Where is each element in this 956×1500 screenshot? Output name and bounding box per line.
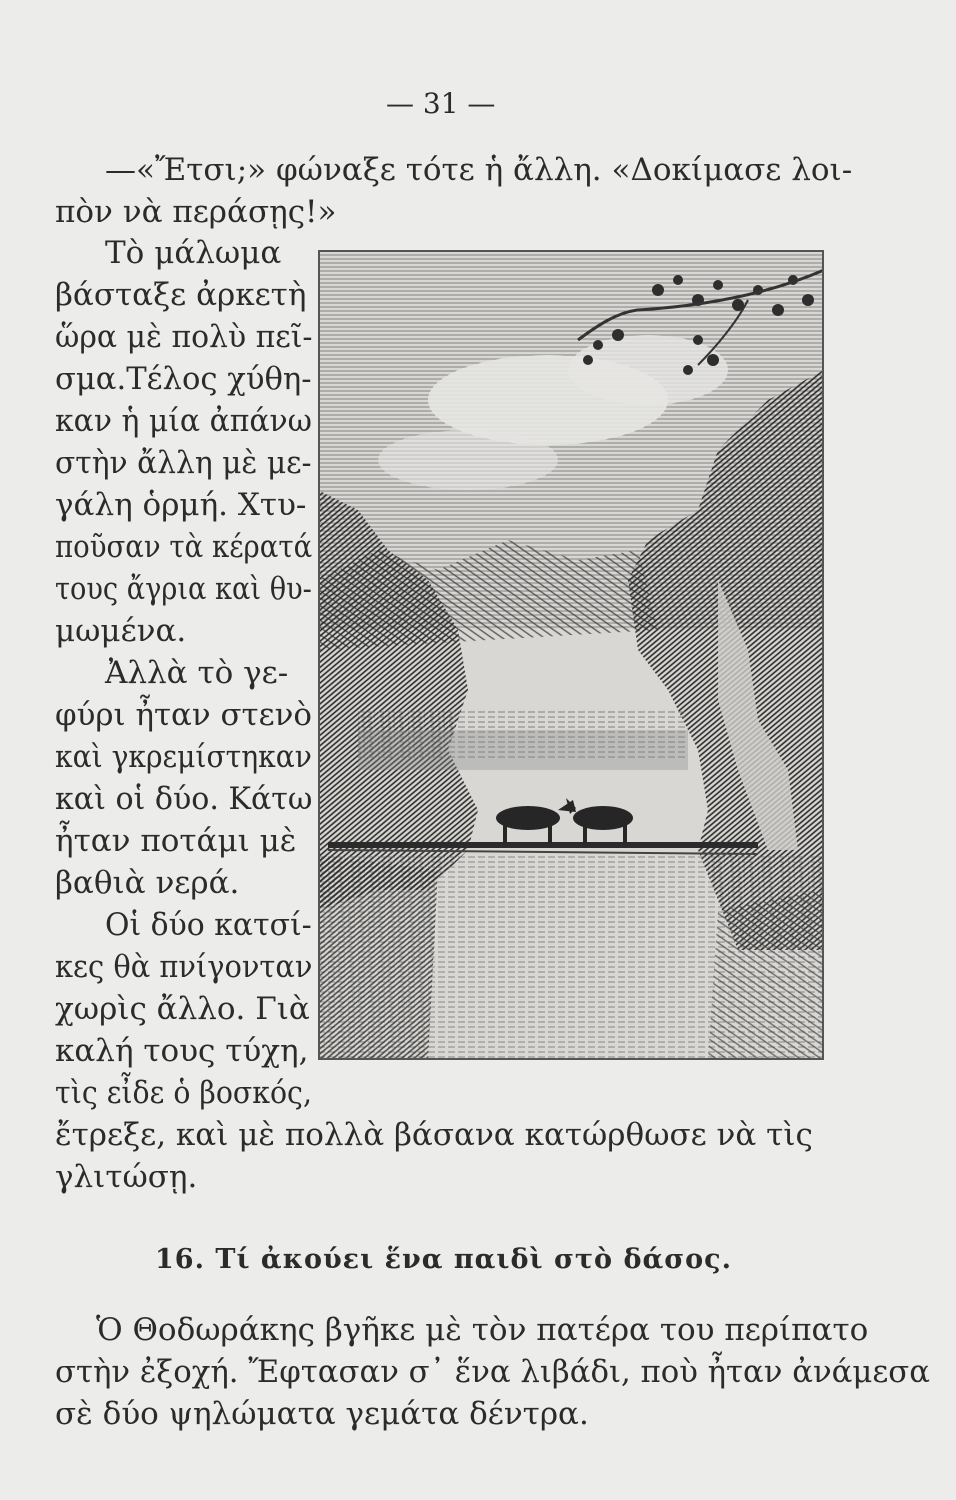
text-line: ὥρα μὲ πολὺ πεῖ- xyxy=(55,319,313,355)
text-line: γλιτώσῃ. xyxy=(55,1159,198,1195)
text-line: γάλη ὁρμή. Χτυ- xyxy=(55,487,307,523)
text-line: στὴν ἄλλη μὲ με- xyxy=(55,445,312,481)
text-line: Τὸ μάλωμα xyxy=(105,235,282,271)
text-line: ποῦσαν τὰ κέρατά xyxy=(55,529,313,565)
text-line: βαθιὰ νερά. xyxy=(55,865,240,901)
text-line: ἔτρεξε, καὶ μὲ πολλὰ βάσανα κατώρθωσε νὰ τὶς xyxy=(55,1117,813,1153)
text-line: καλή τους τύχη, xyxy=(55,1033,309,1069)
text-line: καὶ γκρεμίστηκαν xyxy=(55,739,312,775)
text-line: βάσταξε ἀρκετὴ xyxy=(55,277,307,313)
text-line: κες θὰ πνίγονταν xyxy=(55,949,313,985)
section-heading: 16. Τί ἀκούει ἕνα παιδὶ στὸ δάσος. xyxy=(155,1244,732,1275)
text-line: σὲ δύο ψηλώματα γεμάτα δέντρα. xyxy=(55,1396,589,1432)
text-line: καν ἡ μία ἀπάνω xyxy=(55,403,313,439)
text-line: πὸν νὰ περάσῃς!» xyxy=(55,194,337,230)
page-number: — 31 — xyxy=(386,87,496,120)
text-line: —«Ἔτσι;» φώναξε τότε ἡ ἄλλη. «Δοκίμασε λοι- xyxy=(105,152,853,188)
text-line: Οἱ δύο κατσί- xyxy=(105,907,312,943)
text-line: μωμένα. xyxy=(55,613,187,649)
engraving-illustration xyxy=(318,250,824,1060)
text-line: καὶ οἱ δύο. Κάτω xyxy=(55,781,313,817)
text-line: σμα.Τέλος χύθη- xyxy=(55,361,312,397)
text-line: Ἀλλὰ τὸ γε- xyxy=(105,655,289,691)
text-line: χωρὶς ἄλλο. Γιὰ xyxy=(55,991,310,1027)
text-line: τὶς εἶδε ὁ βοσκός, xyxy=(55,1075,312,1111)
text-line: στὴν ἐξοχή. Ἔφτασαν σ᾽ ἕνα λιβάδι, ποὺ ἦταν ἀνάμεσα xyxy=(55,1354,931,1390)
text-line: Ὁ Θοδωράκης βγῆκε μὲ τὸν πατέρα του περίπατο xyxy=(96,1312,869,1348)
text-line: ἦταν ποτάμι μὲ xyxy=(55,823,297,859)
text-line: φύρι ἦταν στενὸ xyxy=(55,697,312,733)
text-line: τους ἄγρια καὶ θυ- xyxy=(55,571,312,607)
